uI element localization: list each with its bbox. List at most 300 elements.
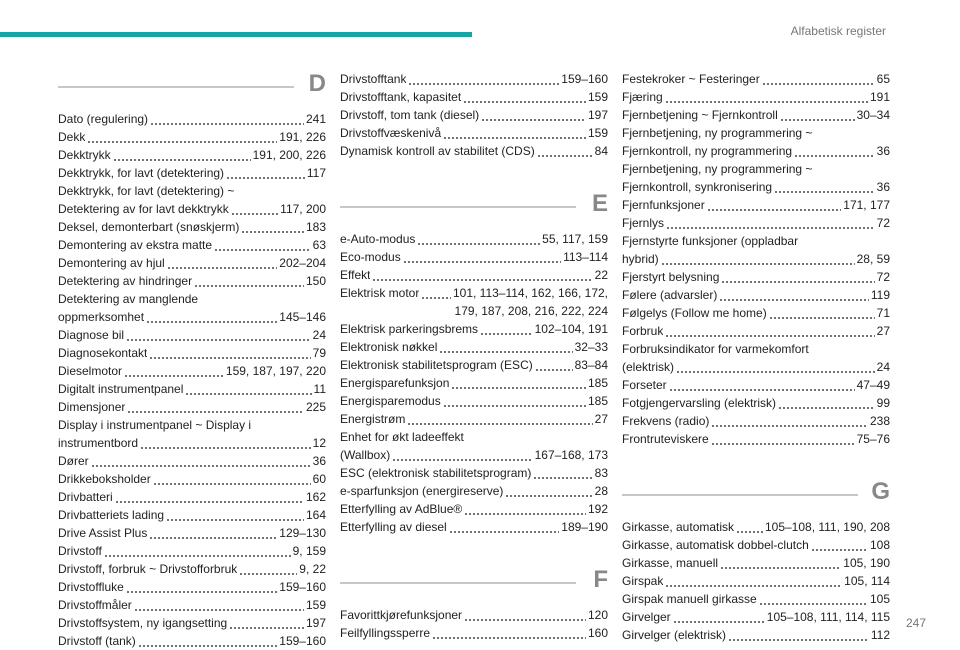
index-entry-pages: 22 bbox=[594, 268, 608, 282]
index-entry-term: hybrid) bbox=[622, 252, 659, 266]
section-header-g bbox=[622, 478, 890, 510]
index-entry bbox=[340, 392, 608, 410]
index-entry-term: Drivstoff, forbruk ~ Drivstofforbruk bbox=[58, 562, 238, 576]
index-entry bbox=[58, 200, 326, 218]
index-entry-term: e-sparfunksjon (energireserve) bbox=[340, 484, 504, 498]
index-entry-pages: 159–160 bbox=[561, 72, 608, 86]
index-entry bbox=[340, 338, 608, 356]
index-entry-term: Fjæring bbox=[622, 90, 663, 104]
dot-leader bbox=[214, 236, 311, 254]
index-entry-term: Girkasse, automatisk bbox=[622, 520, 735, 534]
index-entry-term: oppmerksomhet bbox=[58, 310, 145, 324]
dot-leader bbox=[443, 392, 586, 410]
index-entry bbox=[58, 578, 326, 596]
dot-leader bbox=[113, 146, 251, 164]
dot-leader bbox=[432, 624, 586, 642]
dot-leader bbox=[392, 446, 532, 464]
index-entry bbox=[340, 624, 608, 642]
dot-leader bbox=[451, 374, 586, 392]
index-entry-pages: 65 bbox=[876, 72, 890, 86]
index-entry-term: Festekroker ~ Festeringer bbox=[622, 72, 760, 86]
dot-leader bbox=[115, 488, 304, 506]
index-entry-term: Detektering av for lavt dekktrykk bbox=[58, 202, 229, 216]
index-entry bbox=[58, 146, 326, 164]
page-number: 247 bbox=[905, 616, 926, 630]
index-list-e bbox=[340, 230, 608, 536]
index-entry-pages: 102–104, 191 bbox=[534, 322, 608, 336]
index-entry-term: Fjernfunksjoner bbox=[622, 198, 705, 212]
index-entry-term: Drivstoffvæskenivå bbox=[340, 126, 442, 140]
index-entry-term: (elektrisk) bbox=[622, 360, 675, 374]
index-entry bbox=[622, 536, 890, 554]
dot-leader bbox=[769, 304, 875, 322]
index-list-d-continued bbox=[340, 70, 608, 160]
index-entry-pages: 238 bbox=[869, 414, 890, 428]
dot-leader bbox=[185, 380, 311, 398]
index-entry-term: Drikkeboksholder bbox=[58, 472, 151, 486]
index-entry bbox=[58, 470, 326, 488]
index-entry-term: Demontering av hjul bbox=[58, 256, 165, 270]
dot-leader bbox=[403, 248, 561, 266]
index-entry-pages: 164 bbox=[305, 508, 326, 522]
index-entry-term: Drivbatteri bbox=[58, 490, 113, 504]
index-entry-pages: 150 bbox=[305, 274, 326, 288]
dot-leader bbox=[464, 606, 586, 624]
dot-leader bbox=[464, 500, 586, 518]
section-rule bbox=[340, 582, 576, 584]
dot-leader bbox=[463, 88, 586, 106]
index-entry bbox=[340, 266, 608, 284]
dot-leader bbox=[126, 326, 311, 344]
dot-leader bbox=[146, 308, 277, 326]
index-entry-prefix: Fjernstyrte funksjoner (oppladbar bbox=[622, 234, 799, 248]
dot-leader bbox=[149, 524, 277, 542]
index-entry-term: Dieselmotor bbox=[58, 364, 123, 378]
index-entry bbox=[58, 218, 326, 236]
index-entry bbox=[58, 560, 326, 578]
index-entry-term: Feilfyllingssperre bbox=[340, 626, 431, 640]
index-entry-pages: 159 bbox=[587, 126, 608, 140]
index-entry bbox=[622, 572, 890, 590]
header-accent-bar bbox=[0, 32, 472, 37]
dot-leader bbox=[665, 572, 842, 590]
index-entry-pages: 191, 226 bbox=[279, 130, 326, 144]
dot-leader bbox=[150, 110, 304, 128]
index-entry bbox=[622, 412, 890, 430]
index-entry-pages: 117, 200 bbox=[280, 202, 326, 216]
section-rule bbox=[340, 206, 576, 208]
dot-leader bbox=[149, 344, 310, 362]
index-entry bbox=[340, 124, 608, 142]
dot-leader bbox=[669, 376, 855, 394]
dot-leader bbox=[138, 632, 277, 650]
index-entry-pages: 28 bbox=[594, 484, 608, 498]
index-entry-term: Frekvens (radio) bbox=[622, 414, 710, 428]
index-list-f bbox=[340, 606, 608, 642]
index-list-g bbox=[622, 518, 890, 644]
index-entry-pages: 159 bbox=[305, 598, 326, 612]
index-entry-term: Drivstofftank bbox=[340, 72, 407, 86]
dot-leader bbox=[736, 518, 763, 536]
index-entry-pages-continued: 179, 187, 208, 216, 222, 224 bbox=[454, 304, 608, 318]
index-entry bbox=[58, 542, 326, 560]
index-entry-term: Dimensjoner bbox=[58, 400, 126, 414]
dot-leader bbox=[661, 250, 855, 268]
index-entry bbox=[622, 322, 890, 340]
index-entry-pages: 241 bbox=[305, 112, 326, 126]
index-entry-pages: 162 bbox=[305, 490, 326, 504]
dot-leader bbox=[666, 214, 875, 232]
section-rule bbox=[622, 494, 858, 496]
index-entry bbox=[622, 554, 890, 572]
index-entry bbox=[58, 452, 326, 470]
index-entry-term: Girvelger (elektrisk) bbox=[622, 628, 727, 642]
index-entry bbox=[58, 344, 326, 362]
index-entry-prefix: Forbruksindikator for varmekomfort bbox=[622, 342, 809, 356]
index-entry bbox=[58, 632, 326, 650]
index-entry bbox=[340, 446, 608, 464]
index-entry bbox=[622, 430, 890, 448]
index-entry-pages: 36 bbox=[312, 454, 326, 468]
index-entry-term: Drive Assist Plus bbox=[58, 526, 148, 540]
dot-leader bbox=[719, 286, 869, 304]
dot-leader bbox=[759, 590, 868, 608]
index-entry-term: Drivbatteriets lading bbox=[58, 508, 165, 522]
index-entry-pages: 159, 187, 197, 220 bbox=[225, 364, 326, 378]
index-entry bbox=[340, 410, 608, 428]
index-entry-term: Girspak manuell girkasse bbox=[622, 592, 757, 606]
dot-leader bbox=[443, 124, 586, 142]
index-entry bbox=[58, 254, 326, 272]
index-entry bbox=[622, 214, 890, 232]
index-entry bbox=[340, 464, 608, 482]
index-column-2 bbox=[340, 70, 608, 642]
index-entry-term: Drivstoff, tom tank (diesel) bbox=[340, 108, 480, 122]
dot-leader bbox=[153, 470, 311, 488]
index-entry-pages: 9, 22 bbox=[299, 562, 326, 576]
index-entry-term: Dekktrykk, for lavt (detektering) bbox=[58, 166, 225, 180]
index-entry bbox=[58, 236, 326, 254]
index-entry-term: Elektronisk stabilitetsprogram (ESC) bbox=[340, 358, 533, 372]
dot-leader bbox=[372, 266, 592, 284]
index-entry-term: Etterfylling av diesel bbox=[340, 520, 447, 534]
index-entry-term: Elektrisk parkeringsbrems bbox=[340, 322, 479, 336]
index-entry-term: Fjernbetjening ~ Fjernkontroll bbox=[622, 108, 778, 122]
index-entry-pages: 83–84 bbox=[574, 358, 608, 372]
dot-leader bbox=[762, 70, 875, 88]
section-rule bbox=[58, 86, 294, 88]
index-entry bbox=[58, 164, 326, 182]
index-entry bbox=[340, 482, 608, 500]
index-entry bbox=[58, 614, 326, 632]
index-entry-pages: 105–108, 111, 190, 208 bbox=[764, 520, 890, 534]
index-entry-pages: 24 bbox=[312, 328, 326, 342]
index-entry bbox=[58, 506, 326, 524]
dot-leader bbox=[134, 596, 304, 614]
index-entry-pages: 129–130 bbox=[279, 526, 326, 540]
index-entry-pages: 191, 200, 226 bbox=[252, 148, 326, 162]
index-entry-term: Etterfylling av AdBlue® bbox=[340, 502, 463, 516]
dot-leader bbox=[721, 268, 874, 286]
dot-leader bbox=[439, 338, 572, 356]
dot-leader bbox=[239, 560, 297, 578]
index-entry-pages: 11 bbox=[313, 382, 326, 396]
index-entry-pages: 171, 177 bbox=[843, 198, 890, 212]
dot-leader bbox=[774, 178, 875, 196]
index-entry bbox=[58, 434, 326, 452]
index-entry-pages: 185 bbox=[587, 376, 608, 390]
index-entry-prefix: Dekktrykk, for lavt (detektering) ~ bbox=[58, 184, 235, 198]
index-entry-term: Drivstoff (tank) bbox=[58, 634, 136, 648]
index-entry-pages: 83 bbox=[594, 466, 608, 480]
index-entry-pages: 159–160 bbox=[279, 634, 326, 648]
index-entry bbox=[340, 356, 608, 374]
dot-leader bbox=[231, 200, 278, 218]
dot-leader bbox=[778, 394, 875, 412]
index-entry bbox=[58, 380, 326, 398]
index-entry bbox=[622, 376, 890, 394]
dot-leader bbox=[104, 542, 291, 560]
index-entry-pages: 27 bbox=[876, 324, 890, 338]
dot-leader bbox=[665, 322, 874, 340]
dot-leader bbox=[140, 434, 311, 452]
index-entry-term: Girkasse, manuell bbox=[622, 556, 719, 570]
index-entry-term: Dører bbox=[58, 454, 89, 468]
index-entry-term: Girvelger bbox=[622, 610, 671, 624]
dot-leader bbox=[226, 164, 305, 182]
index-entry bbox=[340, 606, 608, 624]
index-entry-term: Demontering av ekstra matte bbox=[58, 238, 213, 252]
index-entry bbox=[58, 398, 326, 416]
index-entry-term: Favorittkjørefunksjoner bbox=[340, 608, 463, 622]
index-entry bbox=[622, 304, 890, 322]
page-header-title: Alfabetisk register bbox=[790, 24, 886, 38]
section-letter: G bbox=[871, 478, 890, 505]
index-entry-term: Forbruk bbox=[622, 324, 664, 338]
index-entry-pages: 63 bbox=[312, 238, 326, 252]
index-entry-term: Elektrisk motor bbox=[340, 286, 420, 300]
index-list-f-continued bbox=[622, 70, 890, 448]
dot-leader bbox=[408, 70, 559, 88]
dot-leader bbox=[449, 518, 560, 536]
section-header-e bbox=[340, 190, 608, 222]
index-entry-term: Fotgjengervarsling (elektrisk) bbox=[622, 396, 777, 410]
dot-leader bbox=[480, 320, 533, 338]
dot-leader bbox=[421, 284, 451, 302]
section-header-f bbox=[340, 566, 608, 598]
index-entry bbox=[622, 70, 890, 88]
index-entry-term: Girspak bbox=[622, 574, 664, 588]
index-entry-pages: 105–108, 111, 114, 115 bbox=[766, 610, 890, 624]
index-entry-pages: 159 bbox=[587, 90, 608, 104]
index-entry bbox=[340, 284, 608, 302]
index-entry bbox=[340, 70, 608, 88]
index-entry bbox=[622, 142, 890, 160]
index-entry-term: Følgelys (Follow me home) bbox=[622, 306, 767, 320]
index-column-3 bbox=[622, 70, 890, 644]
dot-leader bbox=[126, 578, 277, 596]
dot-leader bbox=[711, 412, 868, 430]
index-entry bbox=[58, 326, 326, 344]
index-entry bbox=[58, 524, 326, 542]
index-entry-pages: 36 bbox=[876, 180, 890, 194]
index-entry-term: Elektronisk nøkkel bbox=[340, 340, 438, 354]
index-entry-pages: 71 bbox=[876, 306, 890, 320]
index-entry bbox=[58, 308, 326, 326]
index-entry bbox=[622, 358, 890, 376]
index-entry-pages: 167–168, 173 bbox=[534, 448, 608, 462]
index-entry-term: Energisparemodus bbox=[340, 394, 441, 408]
index-entry-pages: 84 bbox=[594, 144, 608, 158]
index-entry-pages: 120 bbox=[587, 608, 608, 622]
index-entry-pages: 79 bbox=[312, 346, 326, 360]
index-entry-term: Drivstofftank, kapasitet bbox=[340, 90, 462, 104]
index-entry-prefix: Display i instrumentpanel ~ Display i bbox=[58, 418, 252, 432]
dot-leader bbox=[720, 554, 841, 572]
dot-leader bbox=[728, 626, 869, 644]
index-entry-term: Frontruteviskere bbox=[622, 432, 709, 446]
index-entry bbox=[622, 608, 890, 626]
index-entry-pages: 117 bbox=[306, 166, 326, 180]
dot-leader bbox=[127, 398, 304, 416]
index-entry-pages: 72 bbox=[876, 216, 890, 230]
dot-leader bbox=[505, 482, 592, 500]
dot-leader bbox=[780, 106, 855, 124]
index-entry-pages: 75–76 bbox=[856, 432, 890, 446]
index-entry-term: instrumentbord bbox=[58, 436, 139, 450]
index-entry-pages: 36 bbox=[876, 144, 890, 158]
index-entry-pages: 47–49 bbox=[856, 378, 890, 392]
index-entry-pages: 27 bbox=[594, 412, 608, 426]
index-entry-term: Energistrøm bbox=[340, 412, 406, 426]
index-entry-pages: 183 bbox=[305, 220, 326, 234]
index-entry-pages: 108 bbox=[869, 538, 890, 552]
index-entry bbox=[58, 488, 326, 506]
dot-leader bbox=[167, 254, 278, 272]
index-entry bbox=[622, 88, 890, 106]
index-entry-prefix: Fjernbetjening, ny programmering ~ bbox=[622, 162, 813, 176]
index-entry-pages: 191 bbox=[869, 90, 890, 104]
index-entry-pages: 225 bbox=[305, 400, 326, 414]
index-entry-term: Drivstoffsystem, ny igangsetting bbox=[58, 616, 228, 630]
index-entry bbox=[622, 250, 890, 268]
index-entry-term: Energisparefunksjon bbox=[340, 376, 450, 390]
index-entry-prefix: Enhet for økt ladeeffekt bbox=[340, 430, 464, 444]
index-entry-pages: 185 bbox=[587, 394, 608, 408]
dot-leader bbox=[811, 536, 868, 554]
index-entry bbox=[340, 500, 608, 518]
index-entry-pages: 105, 114 bbox=[844, 574, 890, 588]
index-entry bbox=[340, 142, 608, 160]
index-entry-term: ESC (elektronisk stabilitetsprogram) bbox=[340, 466, 532, 480]
index-entry bbox=[58, 362, 326, 380]
dot-leader bbox=[241, 218, 304, 236]
index-entry bbox=[340, 248, 608, 266]
index-entry-pages: 28, 59 bbox=[856, 252, 890, 266]
dot-leader bbox=[194, 272, 304, 290]
index-entry-term: Digitalt instrumentpanel bbox=[58, 382, 184, 396]
dot-leader bbox=[124, 362, 224, 380]
index-entry-term: Forseter bbox=[622, 378, 667, 392]
index-entry-pages: 55, 117, 159 bbox=[542, 232, 608, 246]
dot-leader bbox=[535, 356, 573, 374]
dot-leader bbox=[481, 106, 586, 124]
index-entry-pages: 105 bbox=[869, 592, 890, 606]
index-entry bbox=[340, 230, 608, 248]
index-entry-term: Drivstoffmåler bbox=[58, 598, 132, 612]
index-entry-pages: 105, 190 bbox=[843, 556, 890, 570]
index-entry-pages: 159–160 bbox=[279, 580, 326, 594]
index-entry-term: Diagnose bil bbox=[58, 328, 125, 342]
index-entry-pages: 72 bbox=[876, 270, 890, 284]
index-entry-pages: 113–114 bbox=[563, 250, 608, 264]
dot-leader bbox=[229, 614, 304, 632]
index-entry-term: Deksel, demonterbart (snøskjerm) bbox=[58, 220, 240, 234]
index-entry bbox=[58, 596, 326, 614]
index-entry-pages: 101, 113–114, 162, 166, 172, bbox=[452, 286, 608, 300]
index-entry-term: Diagnosekontakt bbox=[58, 346, 148, 360]
index-entry-pages: 160 bbox=[587, 626, 608, 640]
index-entry-pages: 197 bbox=[305, 616, 326, 630]
index-entry bbox=[340, 88, 608, 106]
index-entry-pages: 9, 159 bbox=[292, 544, 326, 558]
index-entry bbox=[622, 196, 890, 214]
index-entry bbox=[622, 590, 890, 608]
dot-leader bbox=[673, 608, 765, 626]
dot-leader bbox=[166, 506, 304, 524]
section-letter: E bbox=[591, 190, 608, 217]
dot-leader bbox=[665, 88, 868, 106]
index-entry-pages: 60 bbox=[312, 472, 326, 486]
index-entry bbox=[622, 394, 890, 412]
index-entry bbox=[622, 106, 890, 124]
dot-leader bbox=[711, 430, 855, 448]
index-entry-prefix: Detektering av manglende bbox=[58, 292, 199, 306]
index-entry-term: Drivstoffluke bbox=[58, 580, 124, 594]
dot-leader bbox=[794, 142, 875, 160]
index-entry bbox=[58, 110, 326, 128]
index-entry-term: Følere (advarsler) bbox=[622, 288, 718, 302]
index-entry-term: Effekt bbox=[340, 268, 371, 282]
index-entry-term: Dato (regulering) bbox=[58, 112, 149, 126]
index-entry bbox=[340, 106, 608, 124]
index-entry-term: Fjerstyrt belysning bbox=[622, 270, 720, 284]
index-entry bbox=[622, 286, 890, 304]
index-entry-pages: 24 bbox=[876, 360, 890, 374]
index-entry-pages: 32–33 bbox=[574, 340, 608, 354]
index-entry bbox=[622, 178, 890, 196]
section-letter: D bbox=[308, 70, 326, 97]
index-entry-pages: 30–34 bbox=[856, 108, 890, 122]
dot-leader bbox=[533, 464, 592, 482]
dot-leader bbox=[676, 358, 875, 376]
index-entry-pages: 112 bbox=[870, 628, 890, 642]
index-column-1 bbox=[58, 70, 326, 650]
index-entry-pages: 197 bbox=[587, 108, 608, 122]
index-entry-term: Eco-modus bbox=[340, 250, 401, 264]
index-entry-term: Fjernkontroll, synkronisering bbox=[622, 180, 773, 194]
index-entry-term: Fjernlys bbox=[622, 216, 665, 230]
index-entry-term: Detektering av hindringer bbox=[58, 274, 193, 288]
dot-leader bbox=[87, 128, 277, 146]
index-entry-pages: 145–146 bbox=[279, 310, 326, 324]
index-entry bbox=[622, 626, 890, 644]
index-entry bbox=[58, 272, 326, 290]
dot-leader bbox=[91, 452, 311, 470]
index-entry bbox=[340, 518, 608, 536]
index-entry-term: Drivstoff bbox=[58, 544, 102, 558]
section-header-d bbox=[58, 70, 326, 102]
